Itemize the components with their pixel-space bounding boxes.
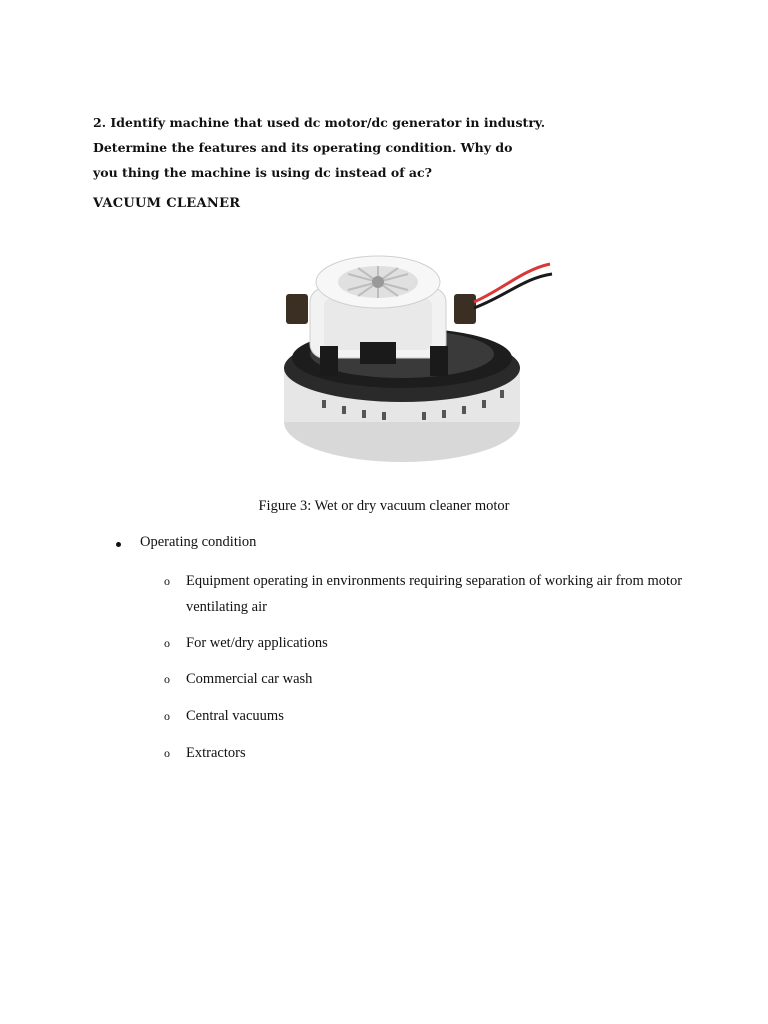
question-line-1: 2. Identify machine that used dc motor/dc generator in industry. (93, 115, 546, 130)
question-line-2: Determine the features and its operating condition. Why do (93, 140, 513, 155)
question-line-3: you thing the machine is using dc instead of ac? (93, 165, 432, 180)
sub-bullet-icon: o (164, 574, 170, 588)
figure-caption: Figure 3: Wet or dry vacuum cleaner motor (258, 498, 510, 514)
list-item-text: Commercial car wash (186, 671, 313, 687)
list-item-text: Central vacuums (186, 708, 284, 724)
sub-bullet-icon: o (164, 672, 170, 686)
question-text (93, 110, 545, 185)
list-item-text: Extractors (186, 745, 246, 761)
sub-bullet-icon: o (164, 636, 170, 650)
sub-bullet-icon: o (164, 709, 170, 723)
bullet-dot-icon (116, 542, 121, 547)
section-heading: VACUUM CLEANER (93, 196, 241, 211)
bullet-label: Operating condition (140, 534, 257, 550)
sub-bullet-icon: o (164, 746, 170, 760)
list-item-text: For wet/dry applications (186, 635, 328, 651)
vacuum-motor-image (262, 250, 558, 466)
list-item-text: Equipment operating in environments requiring separation of working air from motor ventilating air (186, 573, 683, 615)
